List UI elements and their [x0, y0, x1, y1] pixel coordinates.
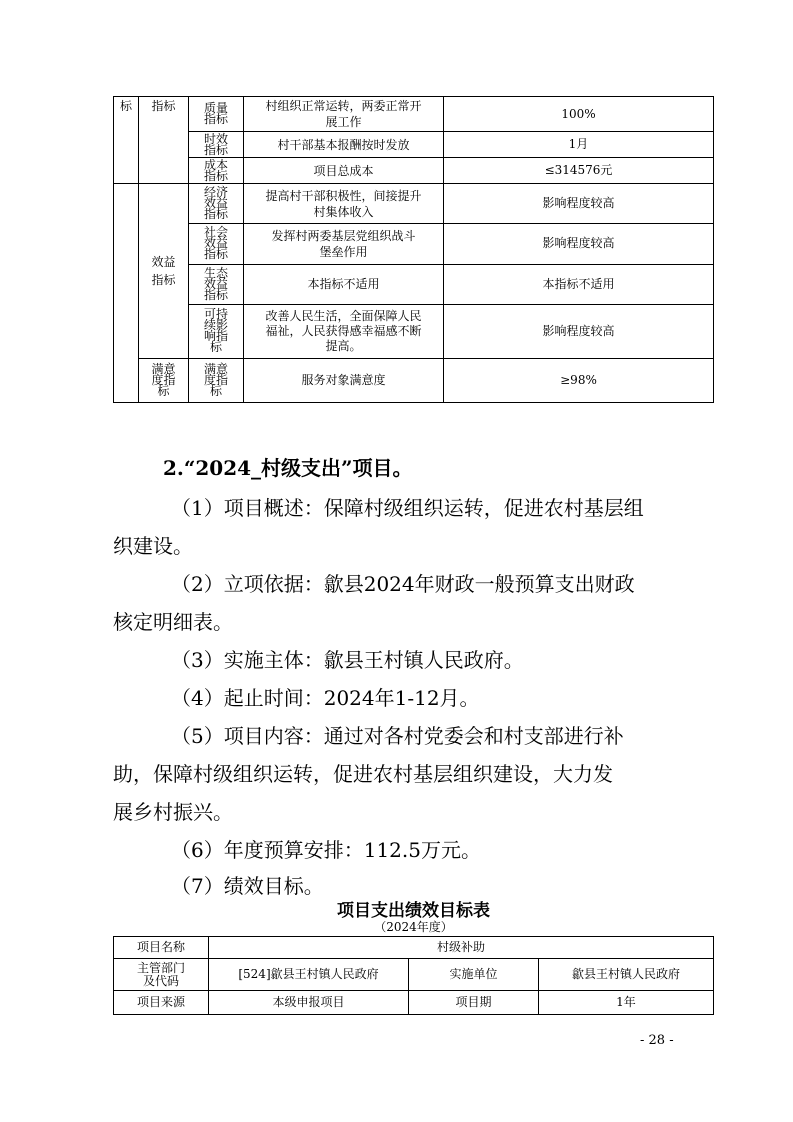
performance-indicator-table-continued	[113, 96, 714, 403]
project-info-table	[113, 936, 714, 1015]
period-label: 项目期	[409, 991, 539, 1015]
indicator-value-cell: 100%	[444, 97, 714, 132]
table-title: 项目支出绩效目标表	[337, 901, 490, 921]
indicator-value-cell: 本指标不适用	[444, 264, 714, 304]
sub-indicator-cell: 时效 指标	[189, 132, 244, 158]
source-label: 项目来源	[114, 991, 209, 1015]
indicator-value-cell: 影响程度较高	[444, 224, 714, 264]
sub-indicator-cell: 满意 度指 标	[189, 358, 244, 402]
sub-indicator-cell: 经济 效益 指标	[189, 184, 244, 224]
paragraph-line: （7）绩效目标。	[171, 874, 324, 898]
paragraph-line: （3）实施主体：歙县王村镇人民政府。	[171, 648, 524, 672]
page-number: - 28 -	[640, 1033, 674, 1048]
sub-indicator-cell: 社会 效益 指标	[189, 224, 244, 264]
indicator-value-cell: 影响程度较高	[444, 184, 714, 224]
paragraph-line: 展乡村振兴。	[113, 800, 233, 824]
indicator-level1-cell: 标	[114, 97, 139, 184]
impl-unit-label: 实施单位	[409, 959, 539, 991]
paragraph-line: （2）立项依据：歙县2024年财政一般预算支出财政	[171, 572, 635, 596]
indicator-content-cell: 本指标不适用	[244, 264, 444, 304]
sub-indicator-cell: 可持 续影 响指 标	[189, 304, 244, 358]
dept-value: [524]歙县王村镇人民政府	[209, 959, 409, 991]
indicator-content-cell: 提高村干部积极性，间接提升 村集体收入	[244, 184, 444, 224]
sub-indicator-cell: 成本 指标	[189, 158, 244, 184]
paragraph-line: 织建设。	[113, 534, 193, 558]
source-value: 本级申报项目	[209, 991, 409, 1015]
indicator-level1-cell-empty	[114, 184, 139, 403]
sub-indicator-cell: 生态 效益 指标	[189, 264, 244, 304]
paragraph-line: （6）年度预算安排：112.5万元。	[171, 838, 481, 862]
indicator-content-cell: 项目总成本	[244, 158, 444, 184]
sub-indicator-cell: 质量 指标	[189, 97, 244, 132]
satisfaction-indicator-cell: 满意 度指 标	[139, 358, 189, 402]
indicator-value-cell: 1月	[444, 132, 714, 158]
project-name-label: 项目名称	[114, 937, 209, 959]
paragraph-line: 助，保障村级组织运转，促进农村基层组织建设，大力发	[113, 762, 613, 786]
indicator-value-cell: 影响程度较高	[444, 304, 714, 358]
indicator-value-cell: ≥98%	[444, 358, 714, 402]
paragraph-line: （1）项目概述：保障村级组织运转，促进农村基层组	[171, 496, 644, 520]
table-subtitle: （2024年度）	[374, 920, 453, 934]
benefit-indicator-cell: 效益 指标	[139, 184, 189, 359]
indicator-content-cell: 村组织正常运转，两委正常开 展工作	[244, 97, 444, 132]
dept-label: 主管部门 及代码	[114, 959, 209, 991]
indicator-content-cell: 改善人民生活，全面保障人民 福祉，人民获得感幸福感不断 提高。	[244, 304, 444, 358]
indicator-content-cell: 服务对象满意度	[244, 358, 444, 402]
paragraph-line: （5）项目内容：通过对各村党委会和村支部进行补	[171, 724, 624, 748]
indicator-content-cell: 村干部基本报酬按时发放	[244, 132, 444, 158]
paragraph-line: （4）起止时间：2024年1-12月。	[171, 686, 480, 710]
project-name-value: 村级补助	[209, 937, 714, 959]
section-heading: 2.“2024_村级支出”项目。	[163, 456, 413, 480]
impl-unit-value: 歙县王村镇人民政府	[539, 959, 714, 991]
output-indicator-cell: 指标	[139, 97, 189, 184]
period-value: 1年	[539, 991, 714, 1015]
indicator-value-cell: ≤314576元	[444, 158, 714, 184]
indicator-content-cell: 发挥村两委基层党组织战斗 堡垒作用	[244, 224, 444, 264]
paragraph-line: 核定明细表。	[113, 610, 233, 634]
